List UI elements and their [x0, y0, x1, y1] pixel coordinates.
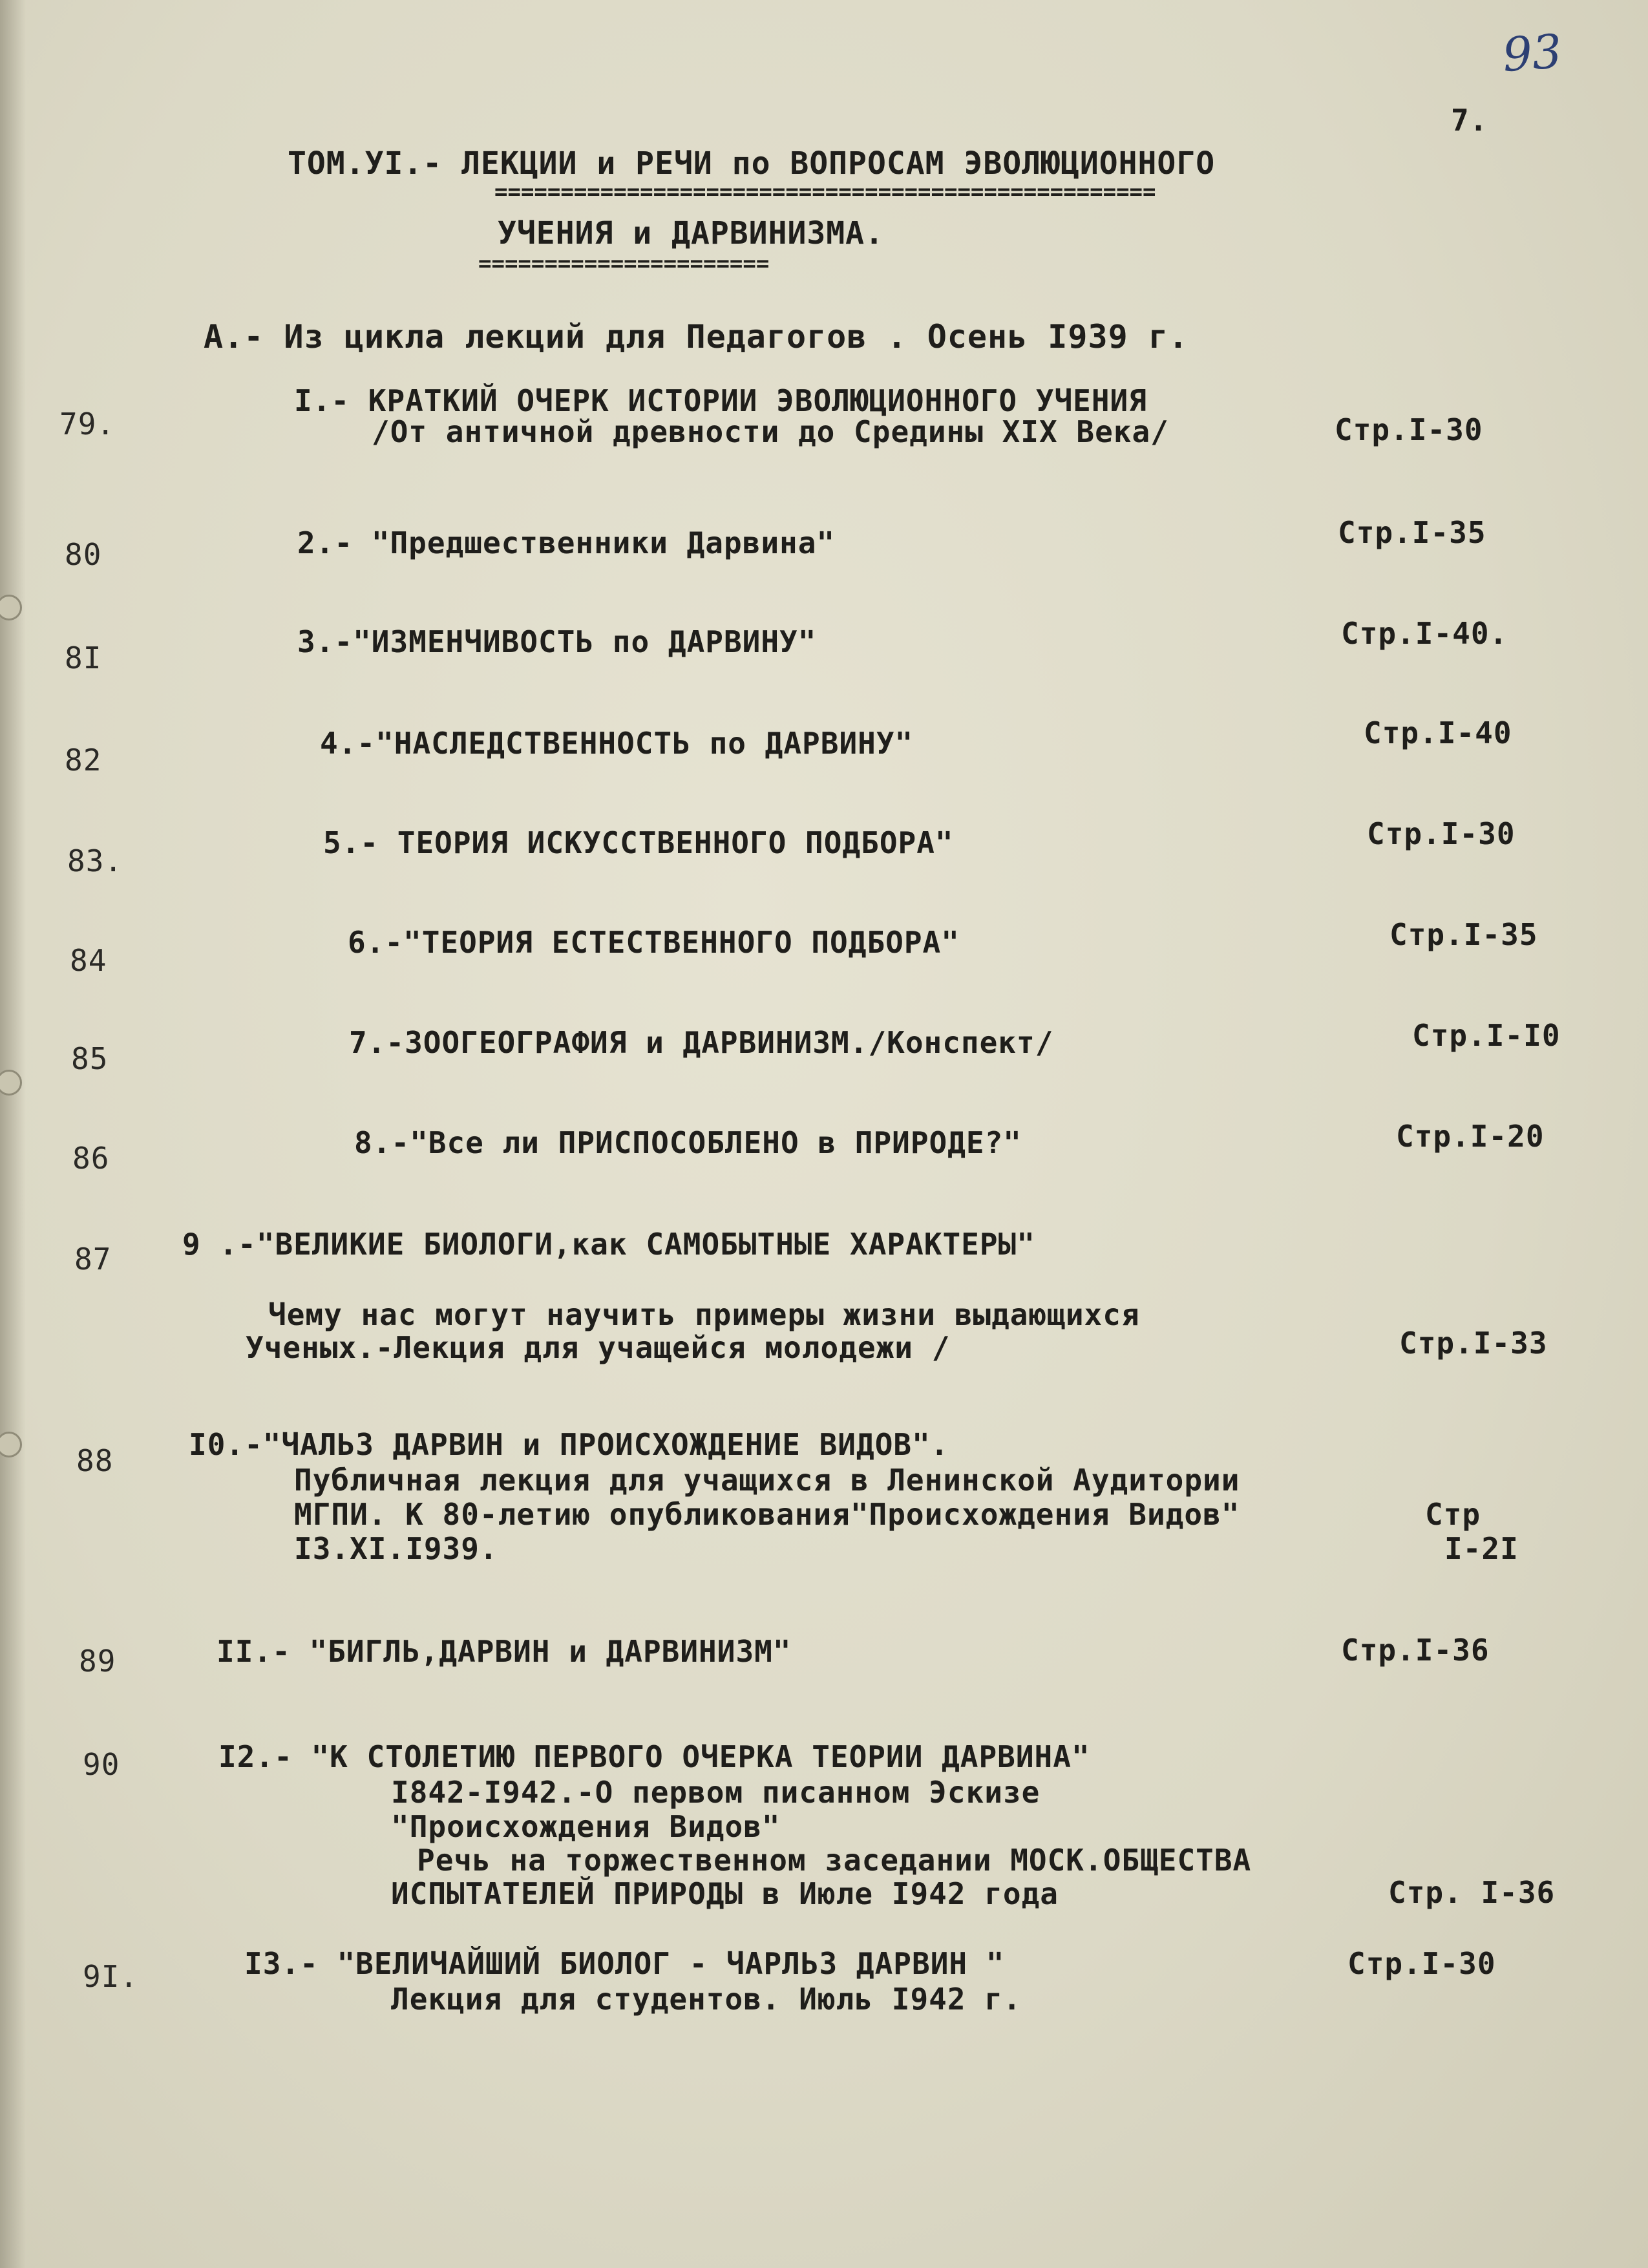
entry-title: I.- КРАТКИЙ ОЧЕРК ИСТОРИИ ЭВОЛЮЦИОННОГО УЧЕНИЯ [294, 383, 1147, 418]
entry-pages: Стр.I-20 [1396, 1119, 1545, 1154]
entry-title: 5.- ТЕОРИЯ ИСКУССТВЕННОГО ПОДБОРА" [323, 825, 954, 860]
entry-pages: Стр.I-40 [1364, 715, 1512, 750]
entry-description: Публичная лекция для учащихся в Ленинской Аудитории [294, 1463, 1240, 1498]
entry-title: 9 .-"ВЕЛИКИЕ БИОЛОГИ,как САМОБЫТНЫЕ ХАРАКТЕРЫ" [182, 1227, 1035, 1262]
entry-pages: Стр. I-36 [1388, 1875, 1556, 1910]
page-edge-shadow [0, 0, 26, 2268]
entry-title: I0.-"ЧАЛЬЗ ДАРВИН и ПРОИСХОЖДЕНИЕ ВИДОВ". [189, 1427, 949, 1462]
entry-title: 6.-"ТЕОРИЯ ЕСТЕСТВЕННОГО ПОДБОРА" [348, 925, 960, 960]
entry-description: ИСПЫТАТЕЛЕЙ ПРИРОДЫ в Июле I942 года [391, 1876, 1059, 1911]
entry-description: Лекция для студентов. Июль I942 г. [391, 1982, 1022, 2017]
entry-title: 2.- "Предшественники Дарвина" [297, 525, 836, 560]
entry-number: 85 [71, 1041, 109, 1076]
entry-number: 87 [74, 1242, 112, 1277]
folio-number-handwritten: 93 [1501, 23, 1564, 83]
entry-title: I2.- "К СТОЛЕТИЮ ПЕРВОГО ОЧЕРКА ТЕОРИИ ДАРВИНА" [218, 1739, 1090, 1774]
entry-pages: Стр.I-35 [1389, 917, 1538, 952]
entry-number: 90 [83, 1747, 120, 1782]
entry-pages: Стр.I-30 [1347, 1946, 1496, 1981]
entry-description: Чему нас могут научить примеры жизни выдающихся [268, 1297, 1140, 1332]
entry-number: 80 [65, 537, 102, 572]
entry-number: 82 [65, 743, 102, 778]
entry-number: 9I. [83, 1959, 139, 1994]
entry-pages: Стр.I-33 [1399, 1326, 1548, 1361]
entry-number: 83. [67, 843, 123, 878]
entry-pages: Стр [1425, 1497, 1481, 1532]
entry-title: II.- "БИГЛЬ,ДАРВИН и ДАРВИНИЗМ" [217, 1634, 792, 1669]
entry-pages: Стр.I-40. [1341, 616, 1508, 651]
entry-description: "Происхождения Видов" [391, 1809, 781, 1844]
volume-title-line2: УЧЕНИЯ и ДАРВИНИЗМА. [498, 215, 884, 251]
entry-title: 3.-"ИЗМЕНЧИВОСТЬ по ДАРВИНУ" [297, 624, 817, 659]
entry-pages: Стр.I-30 [1367, 816, 1516, 851]
entry-pages: Стр.I-30 [1335, 412, 1483, 447]
page-number: 7. [1451, 103, 1488, 138]
entry-pages: Стр.I-36 [1341, 1633, 1490, 1668]
entry-title: I3.- "ВЕЛИЧАЙШИЙ БИОЛОГ - ЧАРЛЬЗ ДАРВИН " [244, 1946, 1005, 1981]
entry-pages: Стр.I-I0 [1412, 1018, 1561, 1053]
title-underline-2: ====================== [478, 251, 770, 277]
title-underline-1: ================================================== [494, 179, 1156, 205]
entry-title: 8.-"Все ли ПРИСПОСОБЛЕНО в ПРИРОДЕ?" [354, 1125, 1022, 1160]
entry-number: 8I [65, 641, 102, 675]
entry-date: I3.XI.I939. [294, 1531, 498, 1566]
entry-description: Ученых.-Лекция для учащейся молодежи / [246, 1330, 951, 1365]
entry-description: I842-I942.-О первом писанном Эскизе [391, 1775, 1041, 1810]
entry-subtitle: /От античной древности до Средины XIX Века/ [372, 414, 1169, 449]
entry-number: 79. [59, 407, 116, 441]
volume-title-line1: ТОМ.УI.- ЛЕКЦИИ и РЕЧИ по ВОПРОСАМ ЭВОЛЮЦИОННОГО [288, 145, 1216, 182]
section-heading: А.- Из цикла лекций для Педагогов . Осень I939 г. [204, 318, 1189, 355]
entry-number: 84 [70, 943, 107, 978]
entry-title: 4.-"НАСЛЕДСТВЕННОСТЬ по ДАРВИНУ" [320, 726, 914, 761]
entry-description: Речь на торжественном заседании МОСК.ОБЩЕСТВА [417, 1843, 1252, 1878]
entry-pages-range: I-2I [1444, 1531, 1519, 1566]
entry-number: 86 [72, 1141, 110, 1176]
entry-pages: Стр.I-35 [1338, 515, 1486, 550]
entry-description: МГПИ. К 80-летию опубликования"Происхождения Видов" [294, 1497, 1240, 1532]
entry-number: 88 [76, 1443, 114, 1478]
entry-title: 7.-ЗООГЕОГРАФИЯ и ДАРВИНИЗМ./Конспект/ [349, 1025, 1054, 1060]
entry-number: 89 [79, 1644, 116, 1679]
